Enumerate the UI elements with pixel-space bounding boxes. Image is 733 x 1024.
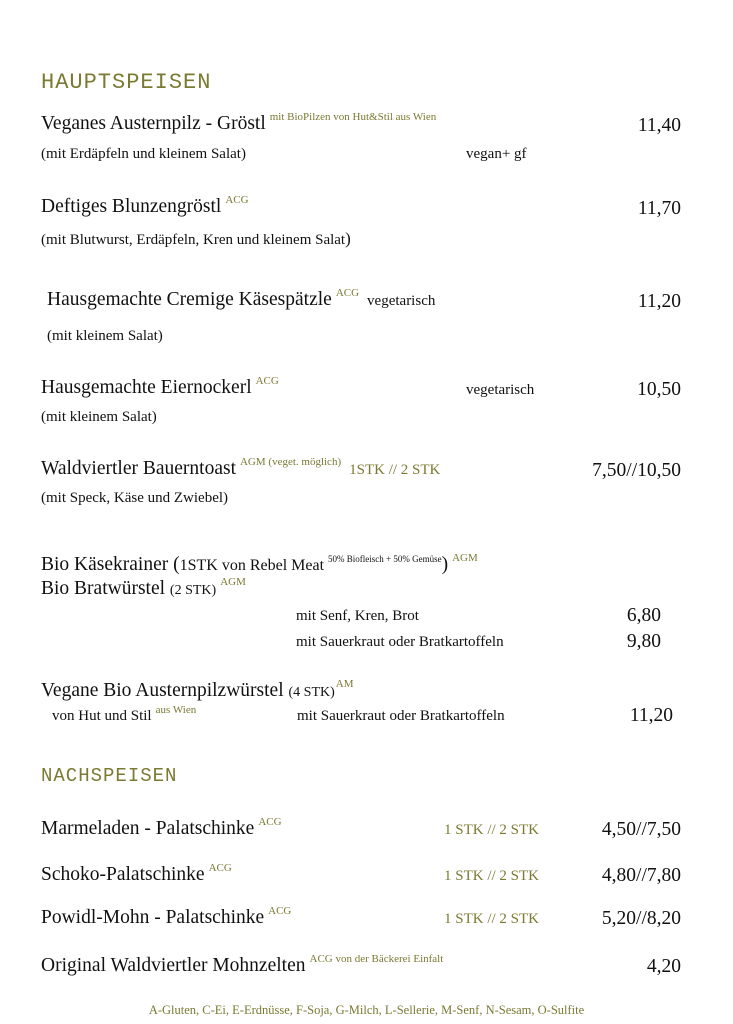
item-quantity: 1 STK // 2 STK [444, 868, 540, 884]
option-price: 9,80 [626, 631, 661, 652]
item-name: Powidl-Mohn - Palatschinke [41, 907, 265, 928]
item-tag: vegetarisch [466, 382, 535, 398]
item-name: Waldviertler Bauerntoast [41, 458, 236, 479]
menu-item-powidl [41, 907, 291, 929]
section-title-dessert: NACHSPEISEN [41, 765, 178, 787]
item-origin: von Hut und Stil [52, 708, 152, 724]
menu-item-kaesespaetzle [47, 289, 435, 311]
item-allergens: AGM [452, 552, 478, 564]
item-detail-note: 50% Biofleisch + 50% Gemüse [328, 554, 442, 564]
item-description [41, 229, 351, 249]
option-label: mit Sauerkraut oder Bratkartoffeln [296, 634, 504, 650]
item-name: Vegane Bio Austernpilzwürstel [41, 680, 284, 701]
item-allergens: ACG [258, 816, 282, 828]
menu-item-marmelade [41, 818, 282, 840]
item-price: 10,50 [637, 379, 681, 400]
item-allergens: ACG [335, 287, 360, 299]
item-description: (mit kleinem Salat) [47, 328, 163, 344]
menu-item-bauerntoast [41, 458, 440, 480]
menu-item-schoko [41, 864, 232, 886]
menu-item-vegane-wuerstel [41, 680, 354, 702]
item-quantity: (4 STK) [288, 685, 335, 700]
item-name: Schoko-Palatschinke [41, 864, 205, 885]
item-description-close: ) [345, 229, 351, 248]
item-allergens: AM [335, 678, 354, 690]
item-quantity: 1 STK // 2 STK [444, 911, 540, 927]
item-description: (mit Speck, Käse und Zwiebel) [41, 490, 229, 506]
item-price: 4,20 [646, 956, 681, 977]
item-price: 4,80//7,80 [601, 865, 681, 886]
item-price: 11,20 [637, 291, 681, 312]
item-price: 4,50//7,50 [601, 819, 681, 840]
menu-item-eiernockerl [41, 377, 279, 399]
menu-item-groestl [41, 113, 436, 135]
item-allergens: AGM (veget. möglich) [239, 456, 342, 468]
paren-close: ) [441, 554, 449, 575]
item-name: Original Waldviertler Mohnzelten [41, 955, 306, 976]
option-label: mit Senf, Kren, Brot [296, 608, 419, 624]
item-quantity: (2 STK) [169, 583, 217, 598]
item-price: 5,20//8,20 [601, 908, 681, 929]
item-name: Hausgemachte Cremige Käsespätzle [47, 289, 332, 310]
item-origin-note: aus Wien [155, 704, 197, 716]
item-note: mit BioPilzen von Hut&Stil aus Wien [269, 111, 437, 123]
item-description: (mit Erdäpfeln und kleinem Salat) [41, 146, 246, 162]
item-quantity: 1 STK // 2 STK [444, 822, 540, 838]
item-allergens: AGM [220, 576, 246, 588]
option-price: 6,80 [626, 605, 661, 626]
item-tag: vegetarisch [367, 293, 436, 309]
menu-item-kaesekrainer [41, 554, 478, 576]
item-detail: 1STK von Rebel Meat [179, 557, 325, 574]
item-quantity: 1STK // 2 STK [349, 462, 441, 478]
item-name: Hausgemachte Eiernockerl [41, 377, 252, 398]
item-price: 11,20 [629, 705, 673, 726]
item-name: Veganes Austernpilz - Gröstl [41, 113, 266, 134]
menu-item-bratwuerstel [41, 578, 246, 600]
item-name: Deftiges Blunzengröstl [41, 196, 222, 217]
menu-item-mohnzelten [41, 955, 443, 977]
item-price: 7,50//10,50 [592, 460, 681, 481]
item-name: Bio Käsekrainer [41, 554, 169, 575]
item-allergens: ACG [268, 905, 292, 917]
item-allergens: ACG [225, 194, 249, 206]
item-tag: vegan+ gf [466, 146, 527, 162]
item-subline [52, 704, 197, 725]
item-name: Marmeladen - Palatschinke [41, 818, 255, 839]
section-title-main: HAUPTSPEISEN [41, 70, 212, 95]
item-description: (mit kleinem Salat) [41, 409, 157, 425]
allergen-legend: A-Gluten, C-Ei, E-Erdnüsse, F-Soja, G-Milch, L-Sellerie, M-Senf, N-Sesam, O-Sulfite [148, 1003, 585, 1017]
item-price: 11,70 [637, 198, 681, 219]
item-allergens: ACG [208, 862, 232, 874]
item-allergens: ACG [255, 375, 279, 387]
item-price: 11,40 [637, 115, 681, 136]
item-allergens: ACG von der Bäckerei Einfalt [309, 953, 444, 965]
item-name: Bio Bratwürstel [41, 578, 166, 599]
item-description-text: (mit Blutwurst, Erdäpfeln, Kren und kleinem Salat [41, 232, 346, 248]
paren-open: ( [173, 554, 180, 575]
option-label: mit Sauerkraut oder Bratkartoffeln [297, 708, 505, 724]
menu-item-blunzen [41, 196, 249, 218]
